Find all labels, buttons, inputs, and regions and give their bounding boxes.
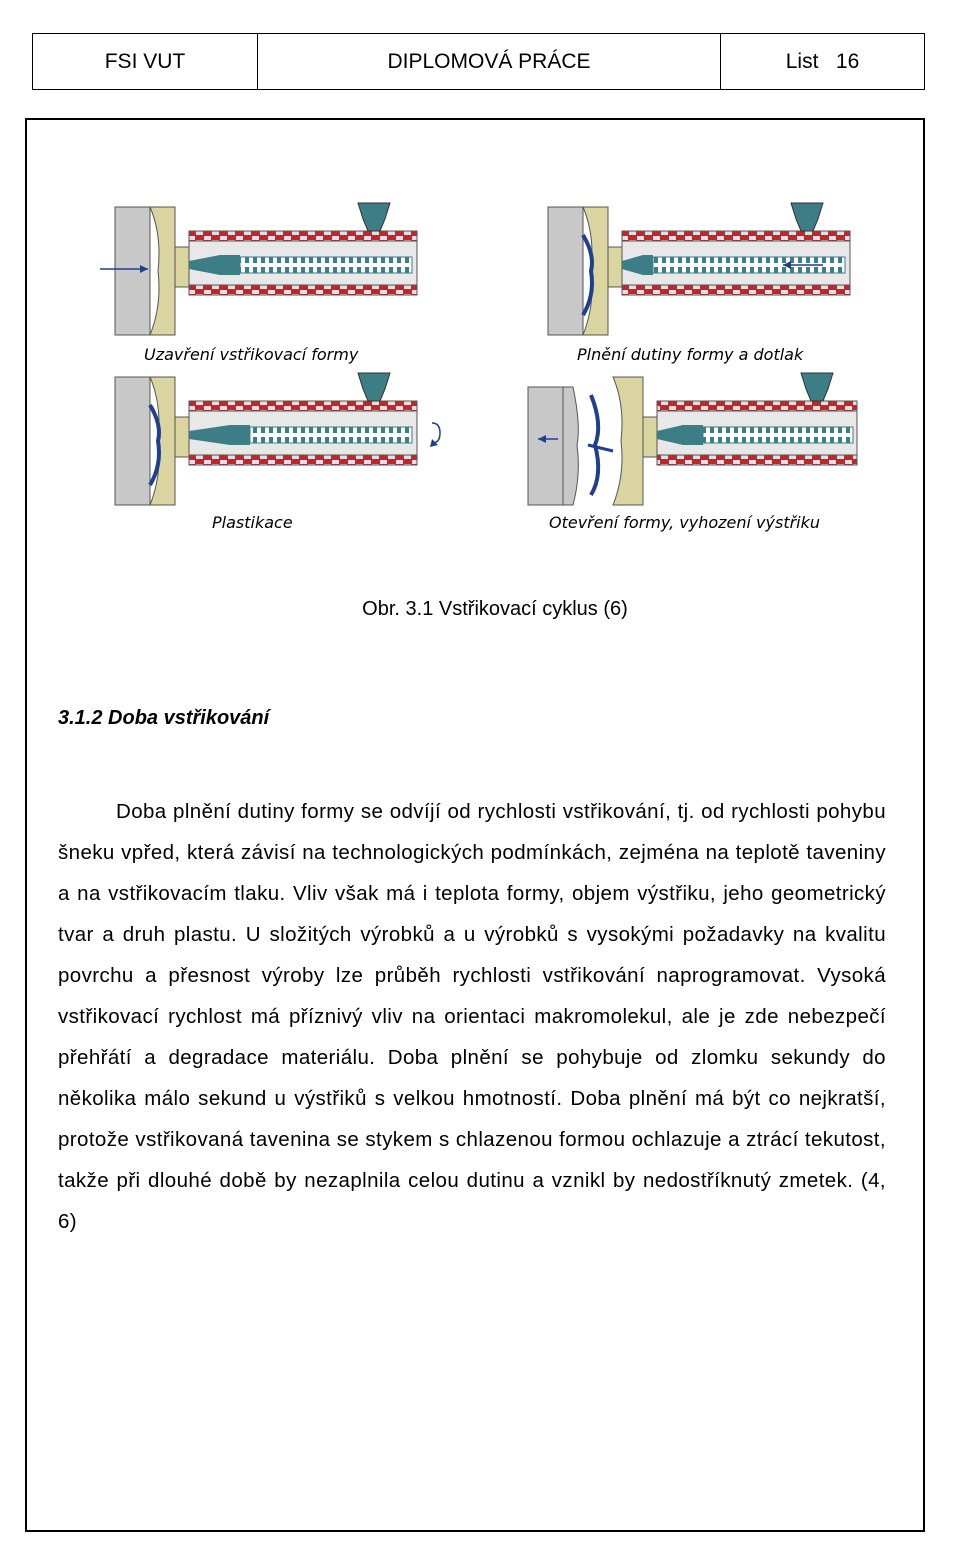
section-body [58, 791, 886, 1242]
panel-plastication [115, 373, 440, 505]
panel-label-filling-holding: Plnění dutiny formy a dotlak [577, 345, 804, 364]
panel-label-mold-opening: Otevření formy, vyhození výstřiku [549, 513, 821, 532]
panel-filling-holding [548, 203, 850, 335]
panel-label-mold-closing: Uzavření vstřikovací formy [144, 345, 359, 364]
injection-cycle-figure [100, 195, 870, 545]
panel-mold-closing [100, 203, 417, 335]
injection-cycle-diagram [100, 195, 870, 545]
page-header [32, 33, 925, 90]
figure-caption: Obr. 3.1 Vstřikovací cyklus (6) [362, 598, 628, 620]
panel-mold-opening-ejection [528, 373, 857, 505]
header-institution: FSI VUT [33, 34, 258, 89]
header-document-type: DIPLOMOVÁ PRÁCE [258, 34, 721, 89]
header-page-number: List 16 [785, 49, 860, 73]
panel-label-plastication: Plastikace [212, 513, 293, 532]
section-heading: 3.1.2 Doba vstřikování [58, 707, 270, 729]
body-paragraph: Doba plnění dutiny formy se odvíjí od rychlosti vstřikování, tj. od rychlosti pohybu šneku vpřed, která závisí na technologických podmínkách, zejména na teplotě taveniny a na vstřikovacím tlaku. Vliv však má i teplota formy, objem výstřiku, jeho geometrický tvar a druh plastu. U složitých výrobků a u výrobků s vysokými požadavky na kvalitu povrchu a přesnost výroby lze průběh rychlosti vstřikování naprogramovat. Vysoká vstřikovací rychlost má příznivý vliv na orientaci makromolekul, ale je zde nebezpečí přehřátí a degradace materiálu. Doba plnění se pohybuje od zlomku sekundy do několika málo sekund u výstřiků s velkou hmotností. Doba plnění má být co nejkratší, protože vstřikovaná tavenina se stykem s chlazenou formou ochlazuje a ztrácí tekutost, takže při dlouhé době by nezaplnila celou dutinu a vznikl by nedostříknutý zmetek. (4, 6) [58, 800, 886, 1233]
